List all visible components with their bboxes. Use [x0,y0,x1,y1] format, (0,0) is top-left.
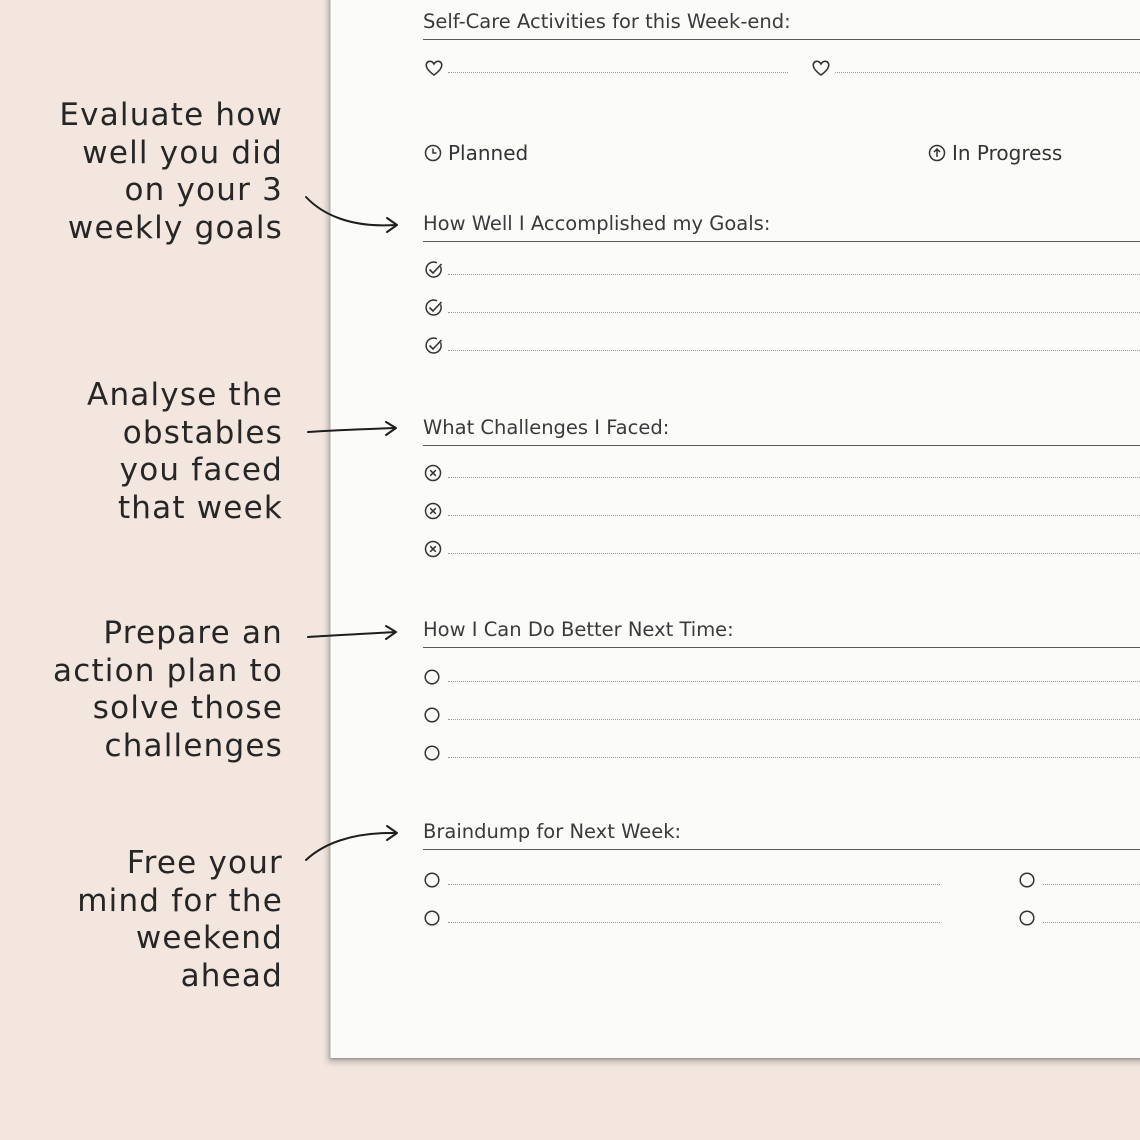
annotation-arrows [0,0,420,1140]
improvement-line[interactable] [424,667,1140,687]
annotation-line: solve those [92,690,283,726]
dotted-line [448,477,1140,478]
annotation-line: you faced [119,452,283,488]
status-in-progress-label: In Progress [952,141,1063,165]
heart-icon [811,58,831,78]
annotation-line: weekend [135,920,283,956]
empty-circle-icon [1019,908,1039,928]
status-planned [424,141,528,165]
dotted-line [448,757,1140,758]
annotation-line: Prepare an [103,615,283,651]
empty-circle-icon [424,908,444,928]
arrow-icon [306,833,396,860]
annotation-line: Analyse the [87,377,283,413]
dotted-line [835,72,1140,73]
braindump-line[interactable] [1019,870,1140,890]
empty-circle-icon [1019,870,1039,890]
dotted-line [448,274,1140,275]
dotted-line [1043,922,1140,923]
empty-circle-icon [424,870,444,890]
annotation-line: Free your [126,845,283,881]
annotation-line: on your 3 [124,172,283,208]
challenge-line[interactable] [424,463,1140,483]
dotted-line [448,681,1140,682]
dotted-line [448,553,1140,554]
arrow-icon [308,632,395,637]
goals-title: How Well I Accomplished my Goals: [423,212,1140,242]
annotation-line: ahead [180,957,283,994]
empty-circle-icon [424,705,444,725]
annotation-line: action plan to [53,652,283,689]
braindump-line[interactable] [424,908,940,928]
arrow-up-circle-icon [928,144,946,162]
goal-line[interactable] [424,298,1140,318]
clock-icon [424,144,442,162]
self-care-title: Self-Care Activities for this Week-end: [423,10,1140,40]
empty-circle-icon [424,667,444,687]
challenge-line[interactable] [424,501,1140,521]
braindump-line[interactable] [424,870,940,890]
heart-icon [424,58,444,78]
empty-circle-icon [424,743,444,763]
annotation-line: that week [117,489,283,526]
self-care-line[interactable] [811,58,1140,78]
better-title: How I Can Do Better Next Time: [423,618,1140,648]
dotted-line [448,884,940,885]
status-planned-label: Planned [448,141,529,165]
check-circle-icon [424,298,444,318]
dotted-line [448,350,1140,351]
status-in-progress [928,141,1062,165]
annotation-line: challenges [104,727,283,764]
braindump-title: Braindump for Next Week: [423,820,1140,850]
annotation-line: mind for the [77,882,283,919]
x-circle-icon [424,463,444,483]
annotation-line: well you did [82,134,283,171]
dotted-line [448,922,940,923]
dotted-line [448,312,1140,313]
check-circle-icon [424,336,444,356]
challenge-line[interactable] [424,539,1140,559]
annotation-line: weekly goals [67,209,283,246]
arrow-icon [308,428,395,432]
self-care-line[interactable] [424,58,788,78]
challenges-title: What Challenges I Faced: [423,416,1140,446]
dotted-line [1043,884,1140,885]
annotation-line: Evaluate how [59,97,283,133]
braindump-line[interactable] [1019,908,1140,928]
check-circle-icon [424,260,444,280]
dotted-line [448,719,1140,720]
annotation-line: obstables [122,414,283,451]
arrow-icon [306,197,396,225]
x-circle-icon [424,539,444,559]
goal-line[interactable] [424,336,1140,356]
improvement-line[interactable] [424,743,1140,763]
goal-line[interactable] [424,260,1140,280]
dotted-line [448,515,1140,516]
x-circle-icon [424,501,444,521]
improvement-line[interactable] [424,705,1140,725]
dotted-line [448,72,788,73]
